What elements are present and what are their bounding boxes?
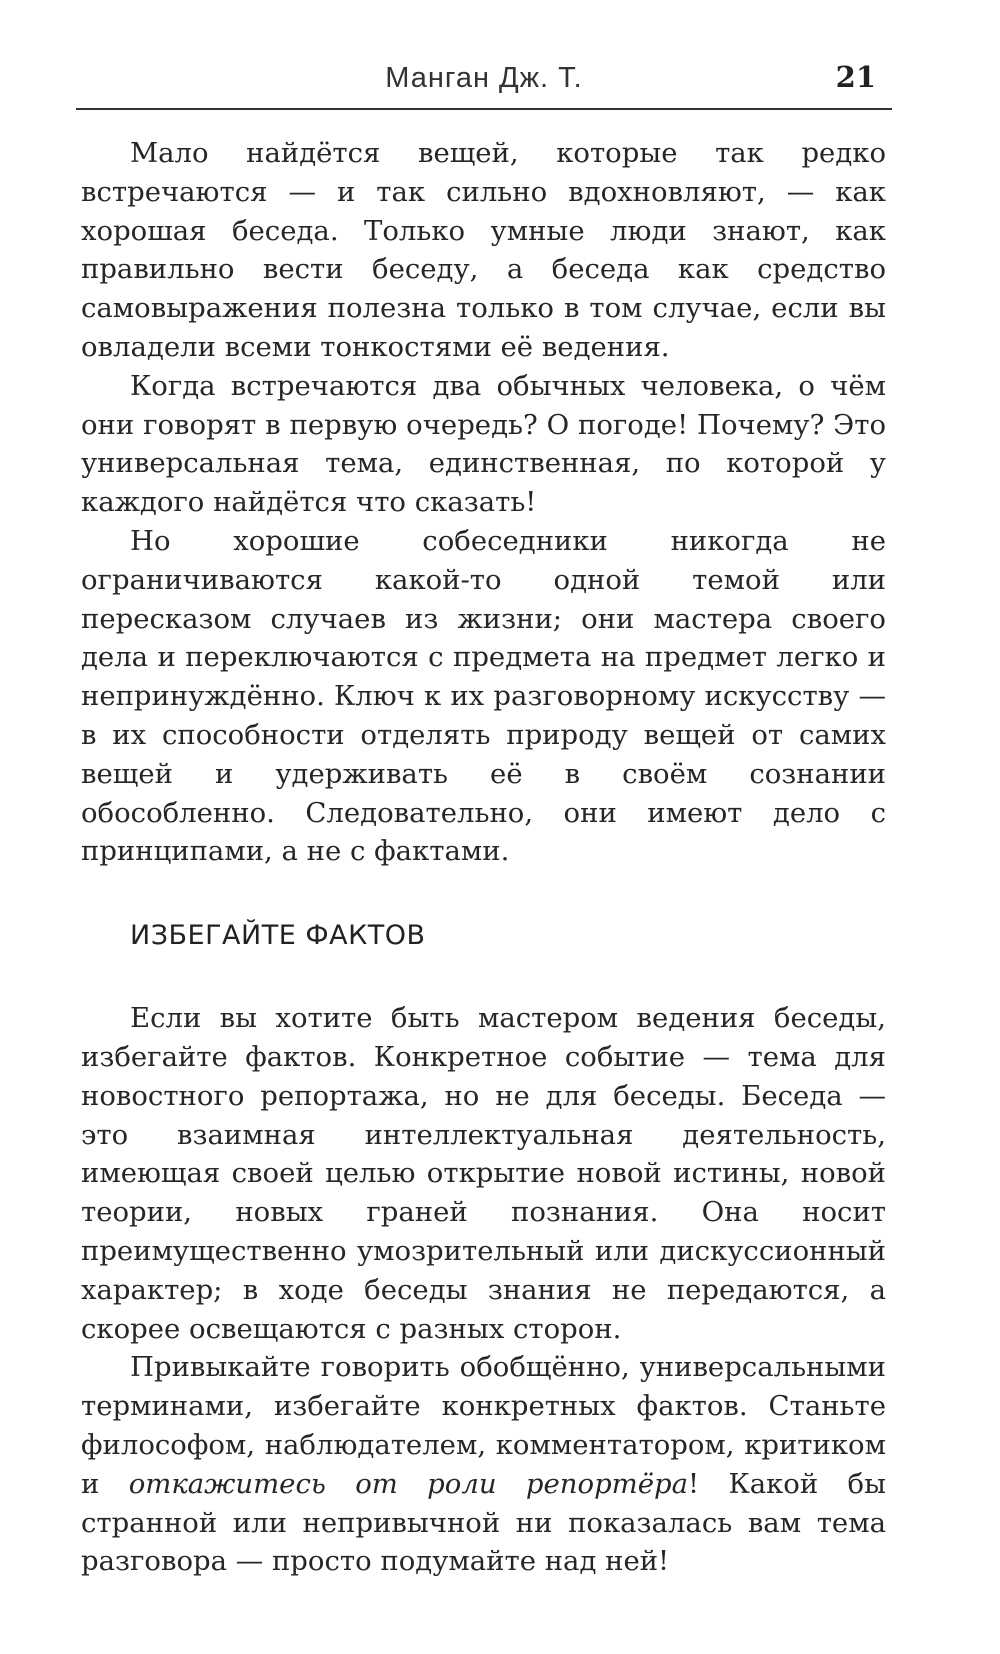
page-number: 21 bbox=[835, 60, 876, 94]
paragraph-text: ! Какой бы странной или непривычной ни показалась вам тема разговора — просто подумайте над ней! bbox=[81, 1467, 886, 1578]
paragraph bbox=[81, 1348, 886, 1581]
section-heading: ИЗБЕГАЙТЕ ФАКТОВ bbox=[130, 920, 426, 952]
header-rule bbox=[76, 108, 892, 110]
paragraph: Но хорошие собеседники никогда не ограничиваются какой-то одной темой или пересказом случаев из жизни; они мастера своего дела и переключаются с предмета на предмет легко и непринуждённо. Ключ к их разговорному искусству — в их способности отделять природу вещей от самих вещей и удерживать её в своём сознании обособленно. Следовательно, они имеют дело с принципами, а не с фактами. bbox=[81, 524, 886, 868]
paragraph-text: Привыкайте говорить обобщённо, универсальными терминами, избегайте конкретных фактов. Станьте философом, наблюдателем, комментатором, критиком и bbox=[81, 1351, 886, 1500]
running-head bbox=[76, 62, 892, 106]
running-head-author: Манган Дж. Т. bbox=[385, 62, 583, 94]
paragraph: Когда встречаются два обычных человека, о чём они говорят в первую очередь? О погоде! Почему? Это универсальная тема, единственная, по которой у каждого найдётся что сказать! bbox=[81, 369, 886, 519]
paragraph: Если вы хотите быть мастером ведения беседы, избегайте фактов. Конкретное событие — тема для новостного репортажа, но не для беседы. Беседа — это взаимная интеллектуальная деятельность, имеющая своей целью открытие новой истины, новой теории, новых граней познания. Она носит преимущественно умозрительный или дискуссионный характер; в ходе беседы знания не передаются, а скорее освещаются с разных сторон. bbox=[81, 1002, 886, 1345]
emphasized-text: откажитесь от роли репортёра bbox=[128, 1467, 689, 1500]
paragraph: Мало найдётся вещей, которые так редко встречаются — и так сильно вдохновляют, — как хорошая беседа. Только умные люди знают, как правильно вести беседу, а беседа как средство самовыражения полезна только в том случае, если вы овладели всеми тонкостями её ведения. bbox=[81, 137, 886, 363]
body-text bbox=[81, 134, 886, 1581]
